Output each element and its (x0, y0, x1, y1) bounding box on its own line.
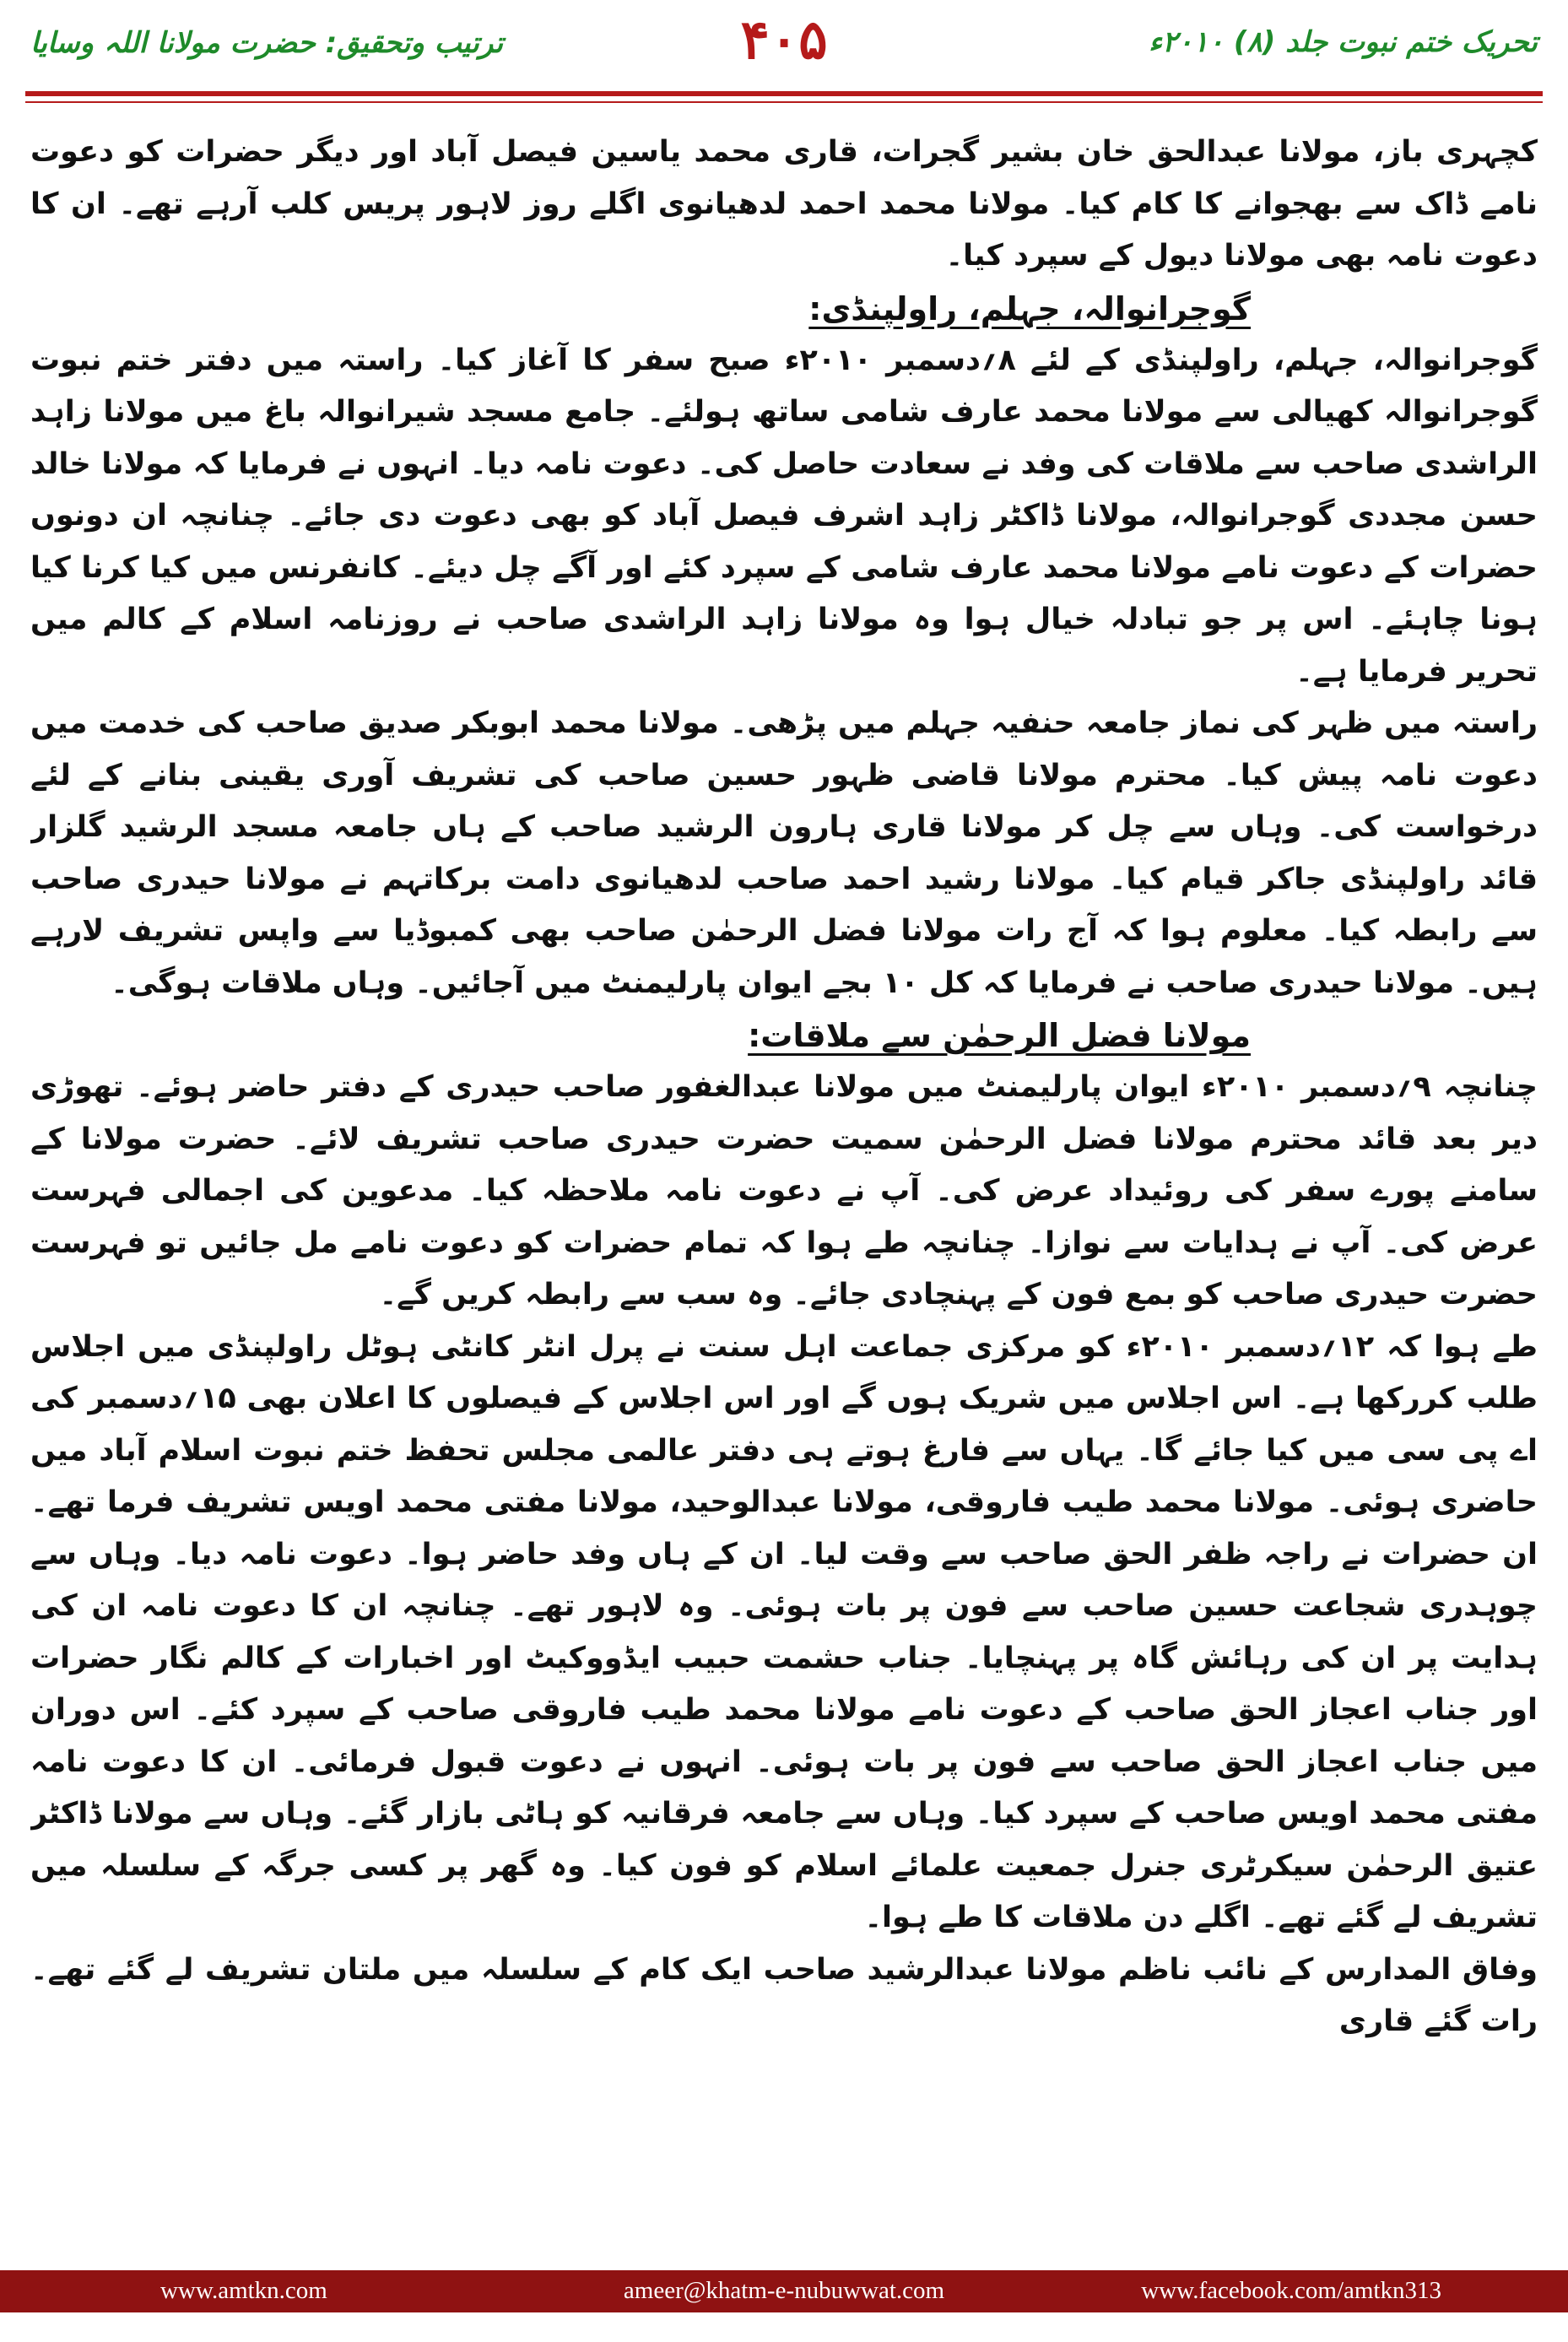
page-footer (0, 2270, 1568, 2312)
facebook-link[interactable]: www.facebook.com/amtkn313 (1141, 2277, 1441, 2304)
section-heading-gujranwala: گوجرانوالہ، جہلم، راولپنڈی: (808, 289, 1251, 327)
website-link[interactable]: www.amtkn.com (160, 2277, 327, 2304)
page-number: ۴۰۵ (740, 8, 828, 72)
book-title: تحریک ختم نبوت جلد (۸) ۲۰۱۰ء (1149, 25, 1538, 59)
header-divider (25, 91, 1543, 103)
paragraph: کچہری باز، مولانا عبدالحق خان بشیر گجرات، قاری محمد یاسین فیصل آباد اور دیگر حضرات کو دعوت نامے ڈاک سے بھجوانے کا کام کیا۔ مولانا محمد احمد لدھیانوی اگلے روز لاہور پریس کلب آرہے تھے۔ ان کا دعوت نامہ بھی مولانا دیول کے سپرد کیا۔ (30, 135, 1538, 273)
page-body (30, 127, 1538, 2224)
paragraph: طے ہوا کہ ۱۲؍دسمبر ۲۰۱۰ء کو مرکزی جماعت اہل سنت نے پرل انٹر کانٹی ہوٹل راولپنڈی میں اجلاس طلب کررکھا ہے۔ اس اجلاس میں شریک ہوں گے اور اس اجلاس کے فیصلوں کا اعلان بھی ۱۵؍دسمبر کی اے پی سی میں کیا جائے گا۔ یہاں سے فارغ ہوتے ہی دفتر عالمی مجلس تحفظ ختم نبوت اسلام آباد میں حاضری ہوئی۔ مولانا محمد طیب فاروقی، مولانا عبدالوحید، مولانا مفتی محمد اویس تشریف فرما تھے۔ ان حضرات نے راجہ ظفر الحق صاحب سے وقت لیا۔ ان کے ہاں وفد حاضر ہوا۔ دعوت نامہ دیا۔ وہاں سے چوہدری شجاعت حسین صاحب سے فون پر بات ہوئی۔ وہ لاہور تھے۔ چنانچہ ان کا دعوت نامہ ان کی ہدایت پر ان کی رہائش گاہ پر پہنچایا۔ جناب حشمت حبیب ایڈووکیٹ اور اخبارات کے کالم نگار حضرات اور جناب اعجاز الحق صاحب کے دعوت نامے مولانا محمد طیب فاروقی صاحب کے سپرد کئے۔ اس دوران میں جناب اعجاز الحق صاحب سے فون پر بات ہوئی۔ انہوں نے دعوت قبول فرمائی۔ ان کا دعوت نامہ مفتی محمد اویس صاحب کے سپرد کیا۔ وہاں سے جامعہ فرقانیہ کو ہاٹی بازار گئے۔ وہاں سے مولانا ڈاکٹر عتیق الرحمٰن سیکرٹری جنرل جمعیت علمائے اسلام کو فون کیا۔ وہ گھر پر کسی جرگہ کے سلسلہ میں تشریف لے گئے تھے۔ اگلے دن ملاقات کا طے ہوا۔ (30, 1329, 1538, 1934)
compiler-credit: ترتیب وتحقیق: حضرت مولانا اللہ وسایا (30, 26, 504, 60)
paragraph: گوجرانوالہ، جہلم، راولپنڈی کے لئے ۸؍دسمبر ۲۰۱۰ء صبح سفر کا آغاز کیا۔ راستہ میں دفتر ختم نبوت گوجرانوالہ کھیالی سے مولانا محمد عارف شامی ساتھ ہولئے۔ جامع مسجد شیرانوالہ باغ میں مولانا زاہد الراشدی صاحب سے ملاقات کی وفد نے سعادت حاصل کی۔ دعوت نامہ دیا۔ انہوں نے فرمایا کہ مولانا خالد حسن مجددی گوجرانوالہ، مولانا ڈاکٹر زاہد اشرف فیصل آباد کو بھی دعوت دی جائے۔ چنانچہ ان دونوں حضرات کے دعوت نامے مولانا محمد عارف شامی کے سپرد کئے اور آگے چل دیئے۔ کانفرنس میں کیا کرنا کیا ہونا چاہئے۔ اس پر جو تبادلہ خیال ہوا وہ مولانا زاہد الراشدی صاحب نے روزنامہ اسلام کے کالم میں تحریر فرمایا ہے۔ (30, 343, 1538, 689)
section-heading-meeting: مولانا فضل الرحمٰن سے ملاقات: (748, 1017, 1251, 1054)
email-link[interactable]: ameer@khatm-e-nubuwwat.com (623, 2277, 945, 2304)
paragraph: راستہ میں ظہر کی نماز جامعہ حنفیہ جہلم میں پڑھی۔ مولانا محمد ابوبکر صدیق صاحب کی خدمت میں دعوت نامہ پیش کیا۔ محترم مولانا قاضی ظہور حسین صاحب کی تشریف آوری یقینی بنانے کے لئے درخواست کی۔ وہاں سے چل کر مولانا قاری ہارون الرشید صاحب کے ہاں جامعہ مسجد الرشید گلزار قائد راولپنڈی جاکر قیام کیا۔ مولانا رشید احمد صاحب لدھیانوی دامت برکاتہم نے مولانا حیدری صاحب سے رابطہ کیا۔ معلوم ہوا کہ آج رات مولانا فضل الرحمٰن صاحب بھی کمبوڈیا سے واپس تشریف لارہے ہیں۔ مولانا حیدری صاحب نے فرمایا کہ کل ۱۰ بجے ایوان پارلیمنٹ میں آجائیں۔ وہاں ملاقات ہوگی۔ (30, 706, 1538, 1000)
paragraph: وفاق المدارس کے نائب ناظم مولانا عبدالرشید صاحب ایک کام کے سلسلہ میں ملتان تشریف لے گئے تھے۔ رات گئے قاری (30, 1952, 1538, 2038)
page-header (0, 0, 1568, 120)
paragraph: چنانچہ ۹؍دسمبر ۲۰۱۰ء ایوان پارلیمنٹ میں مولانا عبدالغفور صاحب حیدری کے دفتر حاضر ہوئے۔ تھوڑی دیر بعد قائد محترم مولانا فضل الرحمٰن سمیت حضرت حیدری صاحب تشریف لائے۔ حضرت مولانا کے سامنے پورے سفر کی روئیداد عرض کی۔ آپ نے دعوت نامہ ملاحظہ کیا۔ مدعوین کی اجمالی فہرست عرض کی۔ آپ نے ہدایات سے نوازا۔ چنانچہ طے ہوا کہ تمام حضرات کو دعوت نامے مل جائیں تو فہرست حضرت حیدری صاحب کو بمع فون کے پہنچادی جائے۔ وہ سب سے رابطہ کریں گے۔ (30, 1070, 1538, 1312)
